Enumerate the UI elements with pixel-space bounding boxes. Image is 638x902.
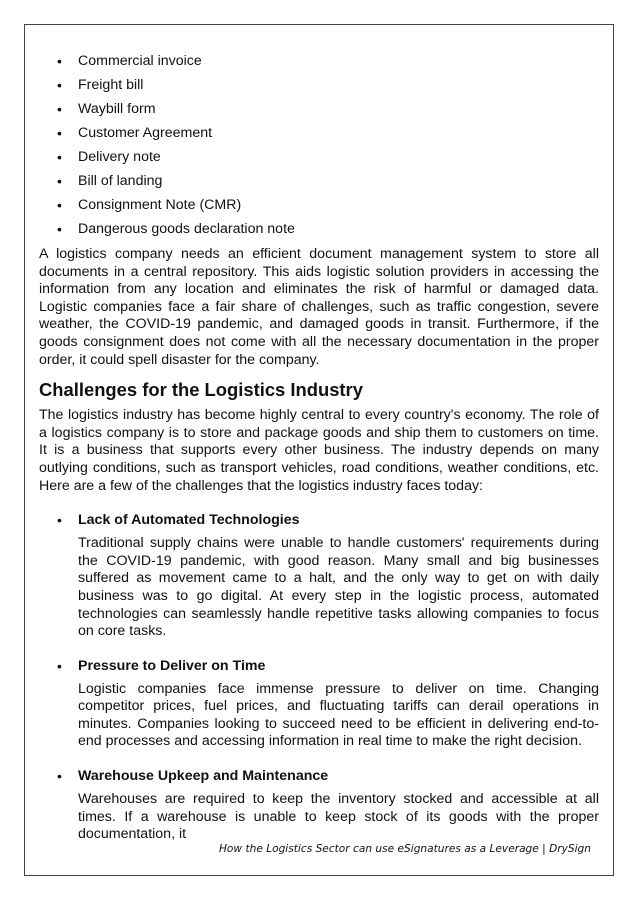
bullet-icon: • — [57, 221, 62, 237]
challenge-body: Traditional supply chains were unable to handle customers' requirements during the COVID-19 pandemic, with good reason. Many small and big businesses suffered as movement came to a halt, and the only way to get on with daily business was to go digital. At every step in the logistic process, automated technologies can seamlessly handle repetitive tasks allowing companies to focus on core tasks. — [78, 535, 599, 640]
bullet-icon: • — [57, 53, 62, 69]
list-item: • Waybill form — [57, 101, 156, 117]
bullet-icon: • — [57, 101, 62, 117]
list-item: • Freight bill — [57, 77, 144, 93]
challenge-item — [39, 766, 599, 844]
bullet-icon: • — [57, 657, 62, 674]
bullet-icon: • — [57, 197, 62, 213]
bullet-icon: • — [57, 768, 62, 785]
challenge-body: Logistic companies face immense pressure to deliver on time. Changing competitor prices, fuel prices, and fluctuating tariffs can derail operations in minutes. Companies looking to succeed need to be efficient in delivering end-to-end processes and accessing information in real time to make the right decision. — [78, 680, 599, 750]
bullet-icon: • — [57, 77, 62, 93]
documents-list — [39, 51, 599, 243]
list-item: • Delivery note — [57, 149, 161, 165]
page-content — [39, 51, 599, 859]
challenge-body: Warehouses are required to keep the inventory stocked and accessible at all times. If a warehouse is unable to keep stock of its goods with the proper documentation, it — [78, 791, 599, 843]
challenges-list — [39, 510, 599, 844]
list-item: • Customer Agreement — [57, 125, 213, 141]
document-page — [24, 24, 614, 876]
bullet-icon: • — [57, 149, 62, 165]
challenge-title: Warehouse Upkeep and Maintenance — [78, 768, 329, 785]
list-item: • Consignment Note (CMR) — [57, 197, 242, 213]
list-item: • Commercial invoice — [57, 53, 202, 69]
challenge-item — [39, 510, 599, 641]
intro-paragraph: A logistics company needs an efficient document management system to store all documents in a central repository. This aids logistic solution providers in accessing the information from any location and eliminates the risk of harmful or damaged data. Logistic companies face a fair share of challenges, such as traffic congestion, severe weather, the COVID-19 pandemic, and damaged goods in transit. Furthermore, if the goods consignment does not come with all the necessary documentation in the proper order, it could spell disaster for the company. — [39, 246, 599, 368]
page-footer: How the Logistics Sector can use eSignatures as a Leverage | DrySign — [218, 843, 591, 855]
list-item: • Bill of landing — [57, 173, 163, 189]
bullet-icon: • — [57, 173, 62, 189]
challenge-title: Pressure to Deliver on Time — [78, 657, 266, 674]
challenge-item — [39, 656, 599, 751]
bullet-icon: • — [57, 512, 62, 529]
challenge-title: Lack of Automated Technologies — [78, 512, 300, 529]
section-heading: Challenges for the Logistics Industry — [39, 379, 363, 401]
section-paragraph: The logistics industry has become highly central to every country's economy. The role of a logistics company is to store and package goods and ship them to customers on time. It is a business that supports every other business. The industry depends on many outlying conditions, such as transport vehicles, road conditions, weather conditions, etc. Here are a few of the challenges that the logistics industry faces today: — [39, 407, 599, 494]
list-item: • Dangerous goods declaration note — [57, 221, 295, 237]
bullet-icon: • — [57, 125, 62, 141]
